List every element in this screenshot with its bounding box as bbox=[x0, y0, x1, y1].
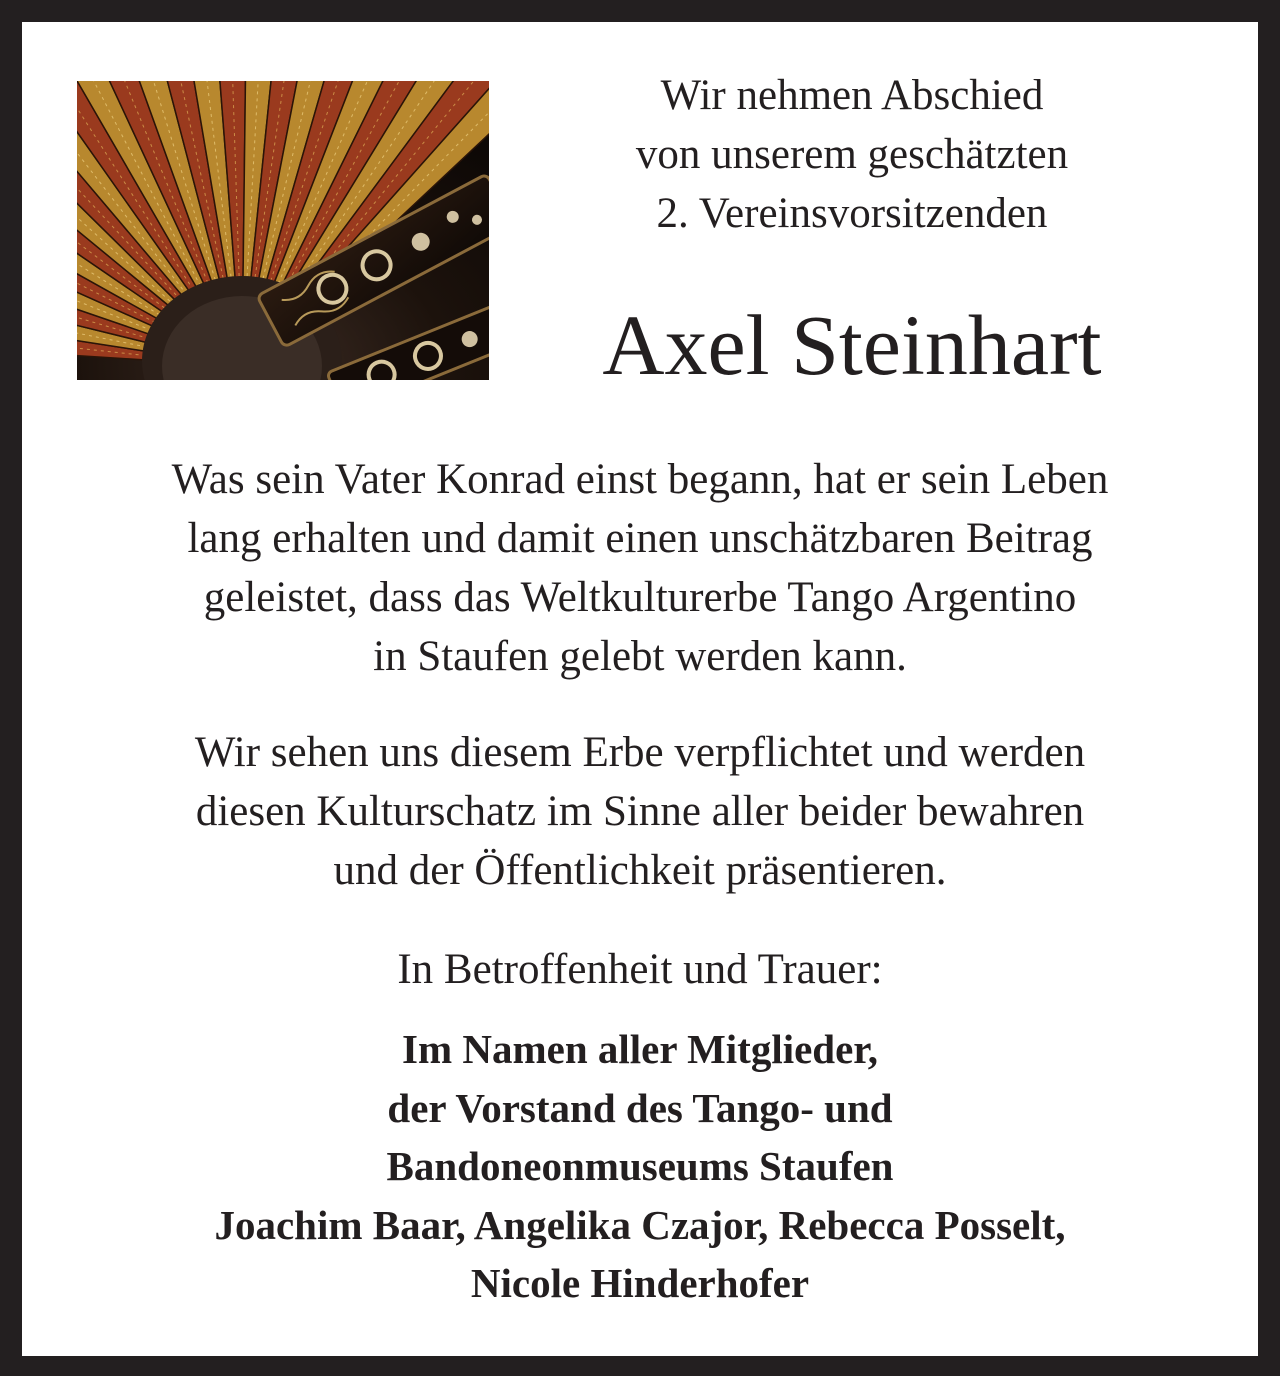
closing-line bbox=[40, 940, 1240, 999]
paragraph-line: Was sein Vater Konrad einst begann, hat er sein Leben bbox=[171, 456, 1109, 503]
paragraph-line: diesen Kulturschatz im Sinne aller beider bewahren bbox=[195, 788, 1085, 835]
paragraph-line: geleistet, dass das Weltkulturerbe Tango Argentino bbox=[203, 574, 1077, 621]
signature-line: Im Namen aller Mitglieder, bbox=[402, 1026, 878, 1072]
intro-line: 2. Vereinsvorsitzenden bbox=[656, 190, 1048, 237]
signature-line: Bandoneonmuseums Staufen bbox=[386, 1143, 894, 1189]
paragraph-line: lang erhalten und damit einen unschätzbaren Beitrag bbox=[187, 515, 1093, 562]
deceased-name: Axel Steinhart bbox=[602, 297, 1102, 393]
signature-line: Nicole Hinderhofer bbox=[470, 1260, 810, 1306]
farewell-intro bbox=[522, 66, 1182, 243]
signature-line: der Vorstand des Tango- und bbox=[387, 1084, 893, 1131]
obituary-notice bbox=[22, 22, 1258, 1356]
signature-block bbox=[40, 1020, 1240, 1313]
closing-text: In Betroffenheit und Trauer: bbox=[397, 946, 883, 993]
bandoneon-photo bbox=[77, 81, 489, 380]
commitment-paragraph bbox=[40, 723, 1240, 900]
intro-line: Wir nehmen Abschied bbox=[660, 72, 1044, 119]
intro-line: von unserem geschätzten bbox=[635, 131, 1069, 178]
paragraph-line: und der Öffentlichkeit präsentieren. bbox=[333, 847, 947, 894]
paragraph-line: in Staufen gelebt werden kann. bbox=[373, 633, 907, 680]
tribute-paragraph bbox=[40, 450, 1240, 686]
signature-line: Joachim Baar, Angelika Czajor, Rebecca Posselt, bbox=[214, 1201, 1066, 1248]
paragraph-line: Wir sehen uns diesem Erbe verpflichtet und werden bbox=[194, 729, 1086, 776]
